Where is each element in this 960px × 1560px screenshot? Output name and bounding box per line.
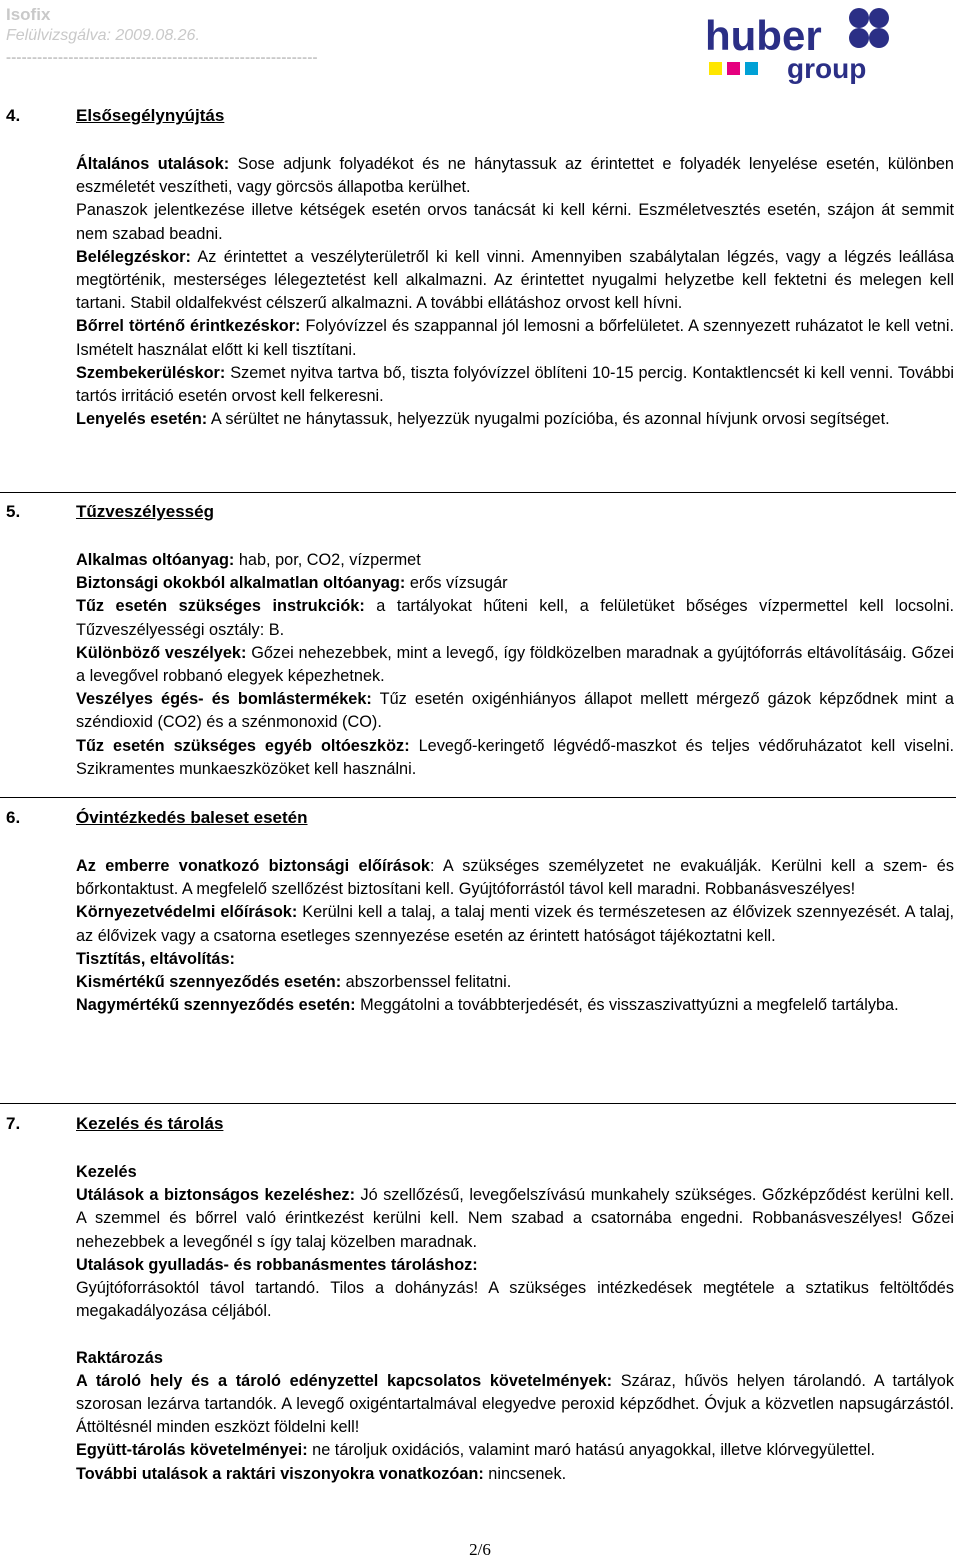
section-title: Elsősegélynyújtás xyxy=(76,106,225,125)
header-dash-line: ------------------------------------------------------------ xyxy=(6,49,318,66)
section-accidental-release xyxy=(0,808,960,1015)
page-header xyxy=(0,0,960,92)
section-first-aid xyxy=(0,106,960,429)
section-title: Kezelés és tárolás xyxy=(76,1114,224,1133)
paragraph: Együtt-tárolás követelményei: ne tároljuk oxidációs, valamint maró hatású anyagokkal, illetve klórvegyülettel. xyxy=(76,1441,876,1460)
paragraph: További utalások a raktári viszonyokra vonatkozóan: nincsenek. xyxy=(76,1464,567,1483)
section-handling-storage xyxy=(0,1114,960,1483)
subheading: Raktározás xyxy=(76,1348,163,1367)
paragraph: Szembekerüléskor: Szemet nyitva tartva bő, tiszta folyóvízzel öblíteni 10-15 percig. Kontaktlencsét ki kell venni. További tartós irritáció esetén orvost kell felkeresni. xyxy=(76,363,954,406)
paragraph: Környezetvédelmi előírások: Kerülni kell a talaj, a talaj menti vizek és természetesen az élővizek szennyezését. A talaj, az élővizek vagy a csatorna esetleges szennyezése esetén az érintett hatóságot tájékoztatni kell. xyxy=(76,903,954,945)
paragraph: Az emberre vonatkozó biztonsági előírások: A szükséges személyzetet ne evakuálják. Kerülni kell a szem- és bőrkontaktust. A megfelelő szellőzést biztosítani kell. Gyújtóforrástól távol kell maradni. Robbanásveszélyes! xyxy=(76,857,954,899)
section-fire-hazard xyxy=(0,502,960,778)
section-body xyxy=(76,1161,954,1486)
paragraph: Panaszok jelentkezése illetve kétségek esetén orvos tanácsát ki kell kérni. Eszméletvesztés esetén, szájon át semmit nem szabad beadni. xyxy=(76,201,954,243)
paragraph: Általános utalások: Sose adjunk folyadékot és ne hánytassuk az érintettet e folyadék lenyelése esetén, különben eszméletét veszítheti, vagy görcsös állapotba kerülhet. xyxy=(76,155,954,197)
section-title: Tűzveszélyesség xyxy=(76,502,214,521)
paragraph: Biztonsági okokból alkalmatlan oltóanyag: erős vízsugár xyxy=(76,574,508,593)
paragraph: Tűz esetén szükséges instrukciók: a tartályokat hűteni kell, a felületüket bőséges vízpermettel kell locsolni. Tűzveszélyességi osztály: B. xyxy=(76,597,954,639)
paragraph: Különböző veszélyek: Gőzei nehezebbek, mint a levegő, így földközelben maradnak a gyújtóforrás eltávolításáig. Gőzei a levegővel robbanó elegyek képezhetnek. xyxy=(76,643,954,686)
paragraph: Kismértékű szennyeződés esetén: abszorbenssel felitatni. xyxy=(76,973,512,992)
header-revision-date: Felülvizsgálva: 2009.08.26. xyxy=(6,27,200,44)
section-number: 4. xyxy=(6,106,21,125)
logo-text-group: group xyxy=(787,53,867,84)
logo-text-huber: huber xyxy=(705,12,822,59)
paragraph: Tűz esetén szükséges egyéb oltóeszköz: Levegő-keringető légvédő-maszkot és teljes védőruházatot kell viselni. Szikramentes munkaeszközöket kell használni. xyxy=(76,736,954,778)
paragraph: A tároló hely és a tároló edényzettel kapcsolatos követelmények: Száraz, hűvös helyen tárolandó. A tartályok szorosan lezárva tartandók. A levegő oxigéntartalmával elegyedve peroxid képződhet. Óvjuk a közvetlen napsugárzástól. Áttöltésnél minden eszközt földelni kell! xyxy=(76,1371,954,1437)
paragraph: Utálások a biztonságos kezeléshez: Jó szellőzésű, levegőelszívású munkahely szükséges. Gőzképződést kerülni kell. A szemmel és bőrrel való érintkezést kerülni kell. Nem szabad a csatornába engedni. Robbanásveszélyes! Gőzei nehezebbek a levegőnél s így talaj közelben maradnak. xyxy=(76,1186,954,1251)
section-divider xyxy=(0,492,956,493)
huber-group-logo xyxy=(703,4,893,86)
page-number: 2/6 xyxy=(469,1540,491,1559)
section-body xyxy=(76,855,954,1017)
paragraph: Alkalmas oltóanyag: hab, por, CO2, vízpermet xyxy=(76,551,421,569)
paragraph: Gyújtóforrásoktól távol tartandó. Tilos a dohányzás! A szükséges intézkedések megtétele a sztatikus feltöltődés megakadályozása céljából. xyxy=(76,1279,954,1321)
subheading: Kezelés xyxy=(76,1163,137,1181)
section-divider xyxy=(0,797,956,798)
section-number: 6. xyxy=(6,808,21,827)
paragraph: Bőrrel történő érintkezéskor: Folyóvízzel és szappannal jól lemosni a bőrfelületet. A szennyezett ruházatot le kell vetni. Ismételt használat előtt ki kell tisztítani. xyxy=(76,317,954,359)
paragraph: Tisztítás, eltávolítás: xyxy=(76,949,235,968)
paragraph: Lenyelés esetén: A sérültet ne hánytassuk, helyezzük nyugalmi pozícióba, és azonnal hívjunk orvosi segítséget. xyxy=(76,410,890,429)
section-number: 5. xyxy=(6,502,21,521)
section-body xyxy=(76,549,954,781)
paragraph: Veszélyes égés- és bomlástermékek: Tűz esetén oxigénhiányos állapot mellett mérgező gázok képződnek mint a széndioxid (CO2) és a szénmonoxid (CO). xyxy=(76,690,954,732)
section-number: 7. xyxy=(6,1114,21,1133)
paragraph: Belélegzéskor: Az érintettet a veszélyterületről ki kell vinni. Amennyiben szabálytalan légzés, vagy a légzés leállása megtörténik, mesterséges lélegeztetést kell alkalmazni. Az érintettet nyugalmi helyzetbe kell fektetni és melegen kell tartani. Stabil oldalfekvést célszerű alkalmazni. A további ellátáshoz orvost kell hívni. xyxy=(76,247,954,313)
section-divider xyxy=(0,1103,956,1104)
paragraph: Utalások gyulladás- és robbanásmentes tároláshoz: xyxy=(76,1255,478,1274)
header-product-name: Isofix xyxy=(6,5,51,24)
section-body xyxy=(76,153,954,431)
paragraph: Nagymértékű szennyeződés esetén: Meggátolni a továbbterjedését, és visszaszivattyúzni a megfelelő tartályba. xyxy=(76,996,899,1015)
section-title: Óvintézkedés baleset esetén xyxy=(76,808,308,827)
